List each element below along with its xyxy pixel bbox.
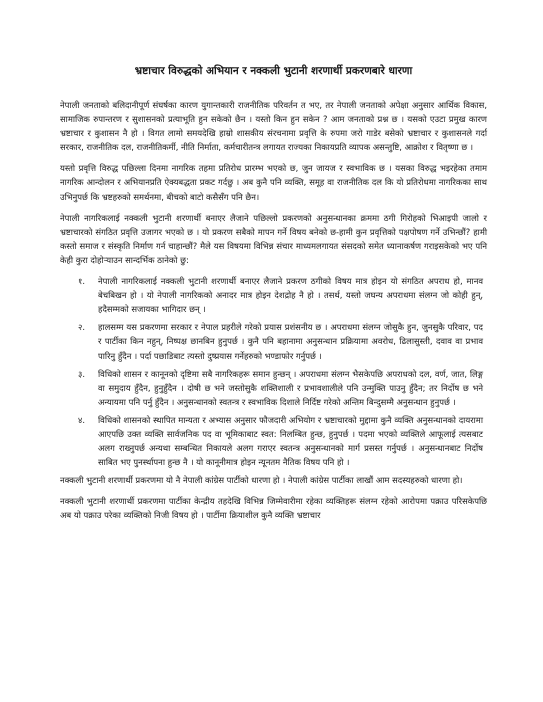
point-text: विधिको शासनको स्थापित मान्यता र अभ्यास अनुसार फौजदारी अभियोग र भ्रष्टाचारको मुद्दामा कुनै व्यक्ति अनुसन्धानको दायरामा आएपछि उक्त व्यक्ति सार्वजनिक पद वा भूमिकाबाट स्वत: निलम्बित हुन्छ, हुनुपर्छ । पदमा भएको व्यक्तिले आफूलाई त्यसबाट अलग राख्नुपर्छ अन्यथा सम्बन्धित निकायले अलग गराएर स्वतन्त्र अनुसन्धानको मार्ग प्रसस्त गर्नुपर्छ । अनुसन्धानबाट निर्दोष साबित भए पुनर्स्थापना हुन्छ नै । यो कानूनीमात्र होइन न्यूनतम नैतिक विषय पनि हो ।: [98, 414, 483, 468]
point-item: [60, 367, 487, 409]
paragraph-refugee-case: नेपाली नागरिकलाई नक्कली भुटानी शरणार्थी बनाएर लैजाने पछिल्लो प्रकरणको अनुसन्धानका क्रममा ठगी गिरोहको भिआइपी जालो र भ्रष्टाचारको संगठित प्रवृत्ति उजागर भएको छ । यो प्रकरण सबैको मापन गर्ने विषय बनेको छ-हामी कुन प्रवृत्तिको पक्षपोषण गर्ने उभिन्छौं? हामी कस्तो समाज र संस्कृति निर्माण गर्न चाहान्छौं? मैले यस विषयमा विभिन्न संचार माध्यमलगायत संसदको समेत ध्यानाकर्षण गराइसकेको भए पनि केही कुरा दोहोर्‍याउन सान्दर्भिक ठानेको छु:: [60, 212, 487, 265]
point-item: [60, 274, 487, 316]
point-text: हालसम्म यस प्रकरणमा सरकार र नेपाल प्रहरीले गरेको प्रयास प्रशंसनीय छ । अपराधमा संलग्न जोसुकै हुन, जुनसुकै परिवार, पद र पार्टीका किन नहुन्, निष्पक्ष छानबिन हुनुपर्छ । कुनै पनि बहानामा अनुसन्धान प्रक्रियामा अवरोध, ढिलासुस्ती, दवाव वा प्रभाव पारिनु हुँदैन । पर्दा पछाडिबाट त्यस्तो दुष्प्रयास गर्नेहरुको भण्डाफोर गर्नुपर्छ ।: [98, 322, 483, 361]
point-number: ४.: [78, 414, 86, 425]
document-title: भ्रष्टाचार विरुद्धको अभियान र नक्कली भुटानी शरणार्थी प्रकरणबारे धारणा: [134, 65, 413, 77]
paragraph-resistance: यस्तो प्रवृत्ति विरुद्ध पछिल्ला दिनमा नागरिक तहमा प्रतिरोध प्रारम्भ भएको छ, जुन जायज र स्वभाविक छ । यसका विरुद्ध भइरहेका तमाम नागरिक आन्दोलन र अभियानप्रति ऐक्यबद्धता प्रकट गर्दछु । अब कुनै पनि व्यक्ति, समूह वा राजनीतिक दल कि यो प्रतिरोधमा नागरिकका साथ उभिनुपर्छ कि भ्रष्टहरुको समर्थनमा, बीचको बाटो कसैसँग पनि छैन।: [60, 163, 487, 202]
point-text: नेपाली नागरिकलाई नक्कली भुटानी शरणार्थी बनाएर लैजाने प्रकरण ठगीको विषय मात्र होइन यो संगठित अपराध हो, मानव बेचबिखन हो । यो नेपाली नागरिकको अनादर मात्र होइन देशद्रोह नै हो । तसर्थ, यस्तो जघन्य अपराधमा संलग्न जो कोही हुन्, हदैसम्मको सजायका भागिदार छन् ।: [98, 276, 483, 315]
paragraph-intro: नेपाली जनताको बलिदानीपूर्ण संघर्षका कारण युगान्तकारी राजनीतिक परिवर्तन त भए, तर नेपाली जनताको अपेक्षा अनुसार आर्थिक विकास, सामाजिक रुपान्तरण र सुशासनको प्रत्याभूति हुन सकेको छैन । यस्तो किन हुन सकेन ? आम जनताको प्रश्न छ । यसको एउटा प्रमुख कारण भ्रष्टाचार र कुशासन नै हो । विगत लामो समयदेखि हाम्रो शासकीय संरचनामा प्रवृत्ति के रुपमा जरो गाडेर बसेको भ्रष्टाचार र कुशासनले गर्दा सरकार, राजनीतिक दल, राजनीतिकर्मी, नीति निर्माता, कर्मचारीतन्त्र लगायत राज्यका निकायप्रति व्यापक असन्तुष्टि, आक्रोश र वितृष्णा छ ।: [60, 100, 487, 153]
point-item: [60, 413, 487, 469]
paragraph-party-position: नक्कली भुटानी शरणार्थी प्रकरणमा यो नै नेपाली कांग्रेस पार्टीको धारणा हो । नेपाली कांग्रेस पार्टीका लाखौं आम सदस्यहरुको धारणा हो।: [60, 475, 463, 486]
point-item: [60, 320, 487, 362]
paragraph-party-members: नक्कली भुटानी शरणार्थी प्रकरणमा पार्टीका केन्द्रीय तहदेखि विभिन्न जिम्मेवारीमा रहेका व्यक्तिहरू संलग्न रहेको आरोपमा पक्राउ परिसकेपछि अब यो पक्राउ परेका व्यक्तिको निजी विषय हो । पार्टीमा क्रियाशील कुनै व्यक्ति भ्रष्टाचार: [60, 496, 487, 521]
point-number: २.: [78, 322, 86, 333]
point-number: १.: [78, 276, 86, 287]
numbered-points-list: [60, 274, 487, 469]
point-text: विधिको शासन र कानूनको दृष्टिमा सबै नागरिकहरू समान हुन्छन् । अपराधमा संलग्न भैसकेपछि अपराधको दल, वर्ण, जात, लिङ्ग वा समुदाय हुँदैन, हुनुहुँदैन । दोषी छ भने जस्तोसुकै शक्तिशाली र प्रभावशालीले पनि उन्मुक्ति पाउनु हुँदैन; तर निर्दोष छ भने अन्यायमा पनि पर्नु हुँदैन । अनुसन्धानको स्वतन्त्र र स्वभाविक दिशाले निर्दिष्ट गरेको अन्तिम बिन्दुसम्मै अनुसन्धान हुनुपर्छ ।: [98, 368, 483, 407]
point-number: ३.: [78, 368, 86, 379]
